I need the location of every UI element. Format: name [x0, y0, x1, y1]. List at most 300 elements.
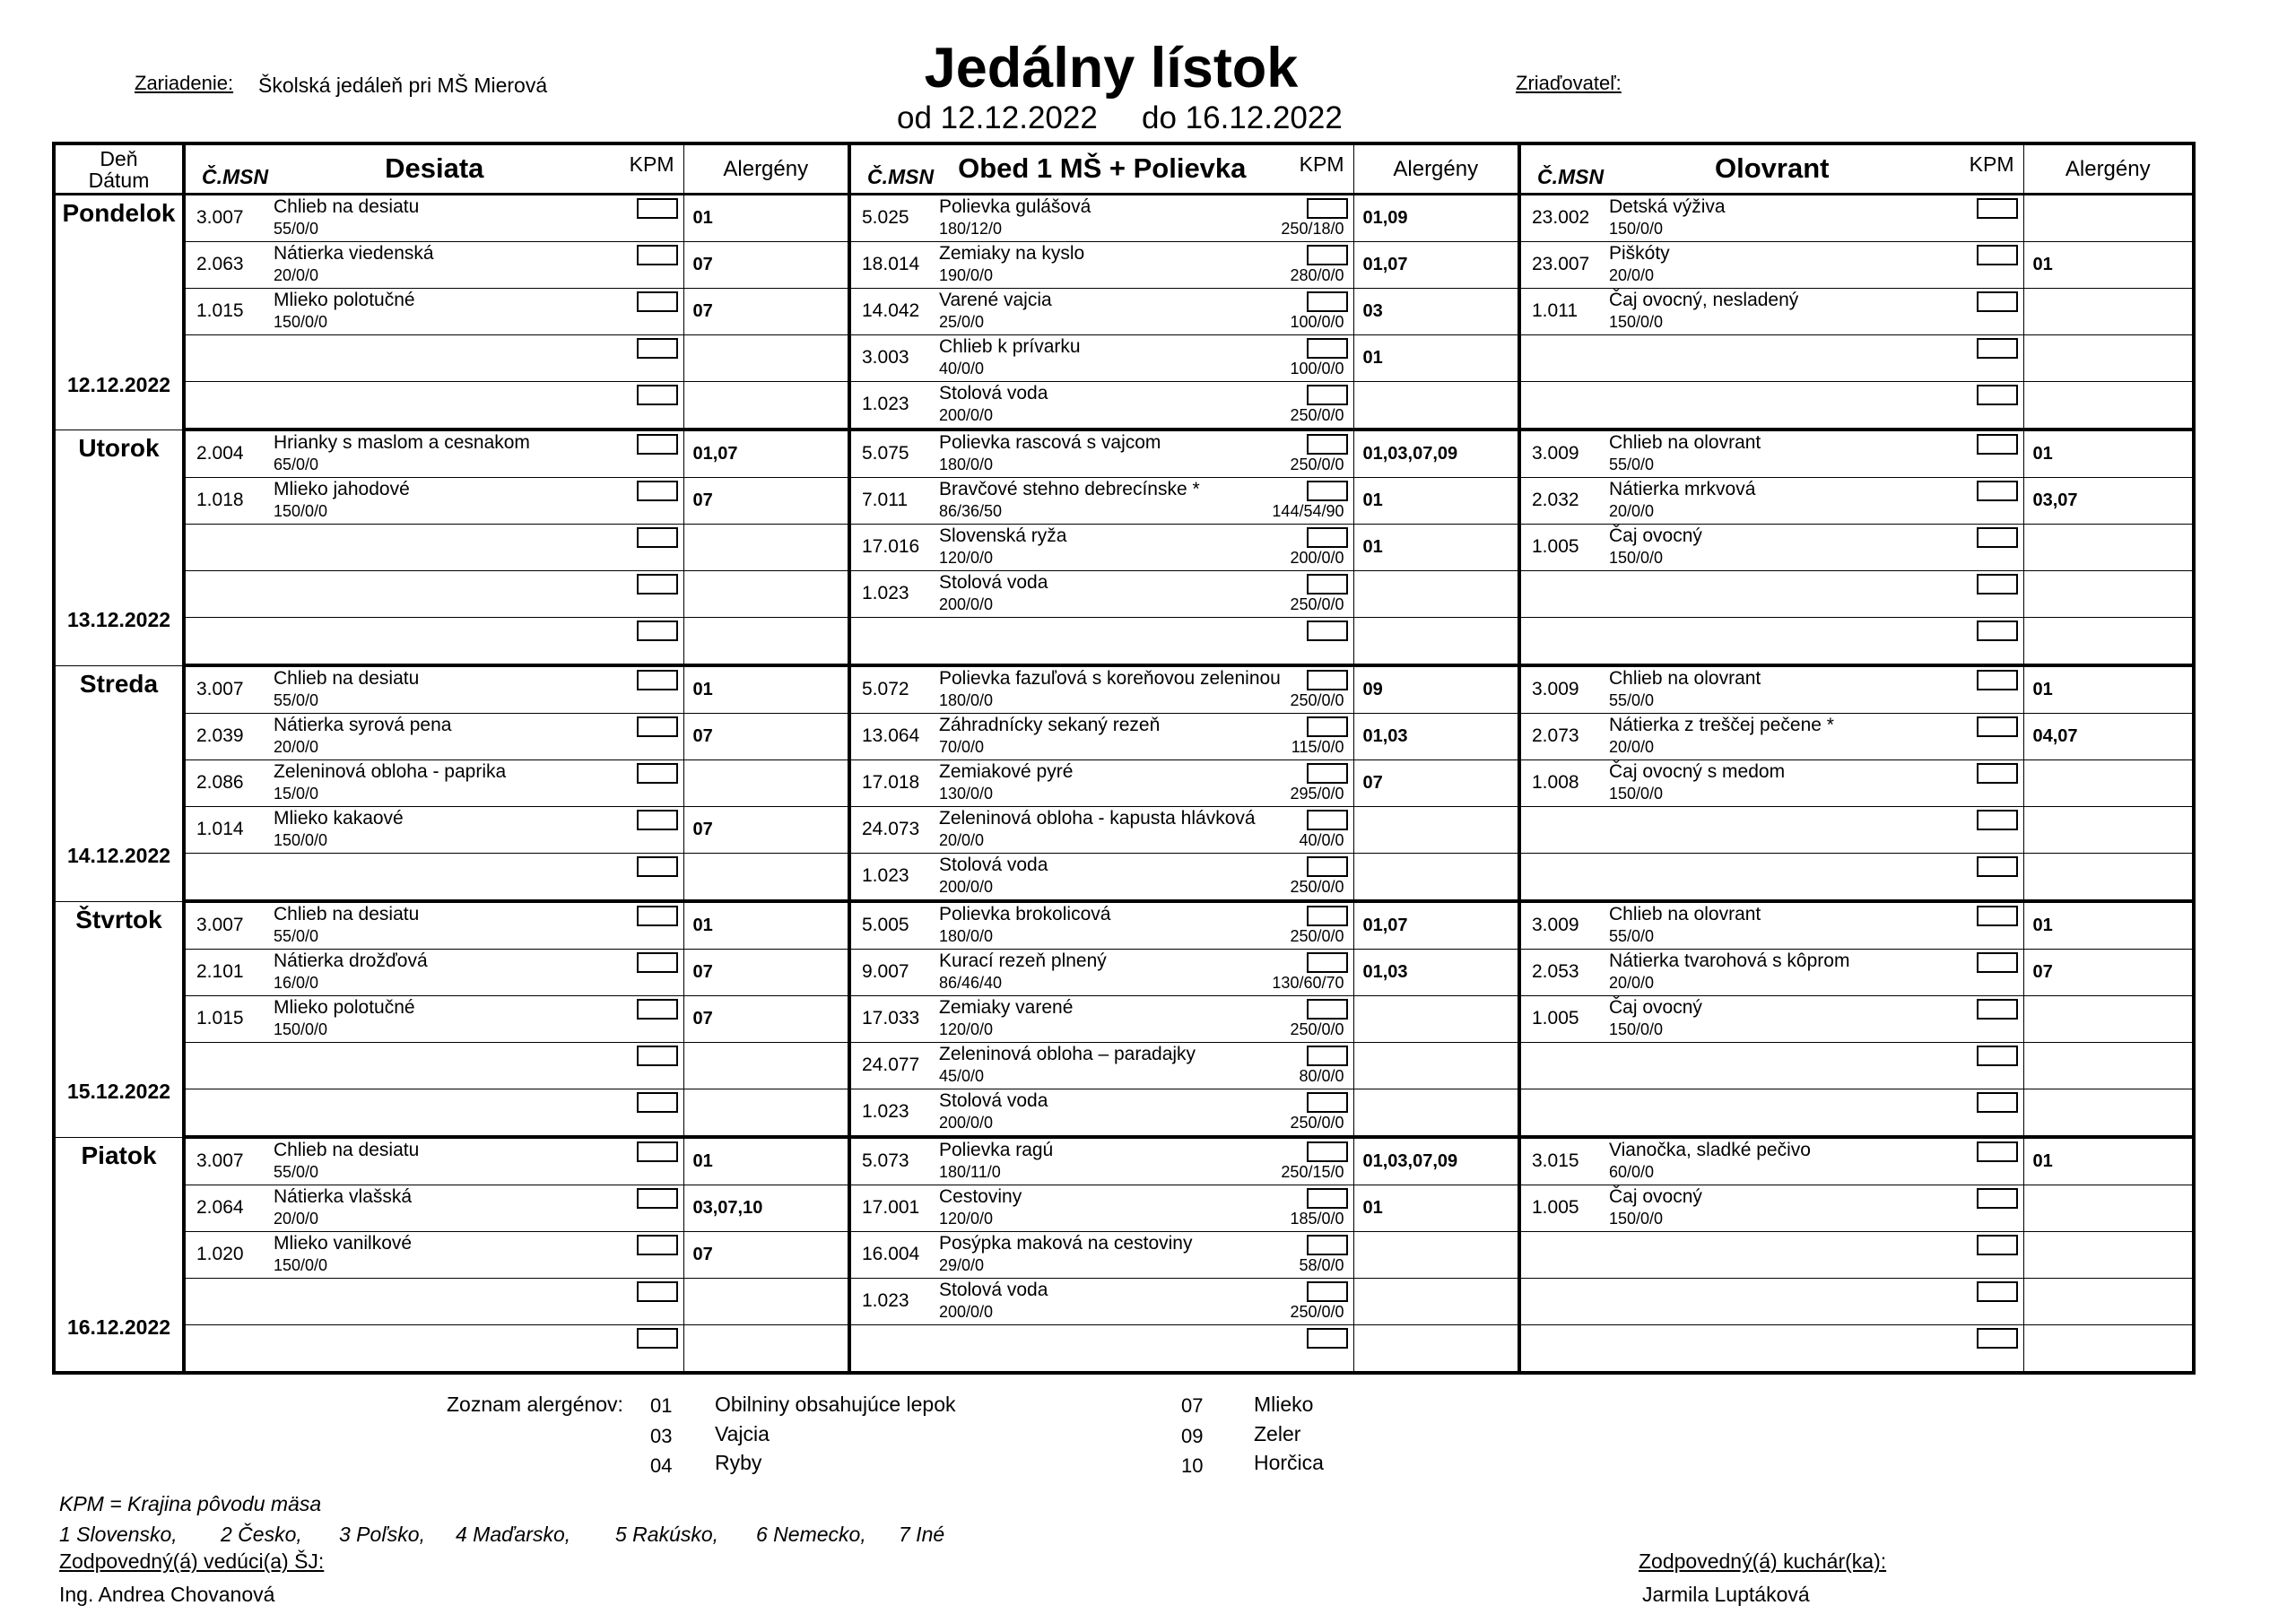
msn-code: 1.020 [196, 1244, 244, 1264]
portion: 120/0/0 [939, 549, 994, 567]
lunch-allergens [1353, 571, 1519, 618]
snack-item-cell [184, 618, 683, 666]
period-to: do 16.12.2022 [1142, 100, 1343, 135]
menu-row [54, 854, 2194, 902]
snack-allergens: 07 [683, 242, 849, 289]
day-date: 13.12.2022 [66, 607, 171, 631]
kpm-checkbox[interactable] [637, 1281, 678, 1302]
day-name: Utorok [78, 433, 160, 462]
lunch-allergens [1353, 996, 1519, 1043]
allergen-name: Mlieko [1254, 1393, 1314, 1416]
portion: 150/0/0 [1609, 313, 1664, 331]
afternoon-allergens [2023, 525, 2194, 571]
snack-item-cell [184, 1043, 683, 1089]
kpm-checkbox[interactable] [637, 716, 678, 737]
kpm-checkbox[interactable] [1977, 763, 2018, 784]
allergen-code: 07 [1181, 1394, 1204, 1417]
snack-item-cell [184, 901, 683, 950]
portion: 150/0/0 [1609, 220, 1664, 238]
msn-code: 1.015 [196, 300, 244, 321]
dish-name: Zemiakové pyré [939, 761, 1074, 782]
msn-code: 1.023 [862, 865, 909, 886]
menu-row [54, 1185, 2194, 1232]
allergen-name: Zeler [1254, 1422, 1301, 1445]
kpm-checkbox[interactable] [1977, 1141, 2018, 1162]
menu-row [54, 1089, 2194, 1138]
kpm-checkbox[interactable] [1977, 338, 2018, 359]
snack-item-cell [184, 1325, 683, 1374]
lunch-item-cell [849, 1043, 1353, 1089]
kpm-checkbox[interactable] [1977, 1188, 2018, 1209]
afternoon-title: Olovrant [1715, 152, 1830, 184]
kpm-country: 1 Slovensko, [59, 1523, 178, 1546]
msn-code: 16.004 [862, 1244, 920, 1264]
lunch-item-cell [849, 242, 1353, 289]
afternoon-item-cell [1519, 382, 2023, 430]
dish-name: Nátierka viedenská [274, 243, 434, 264]
lunch-allergens: 01,03 [1353, 950, 1519, 996]
dish-name: Polievka gulášová [939, 196, 1091, 217]
cmsn-header: Č.MSN [1537, 165, 1605, 188]
period-from: od 12.12.2022 [897, 100, 1098, 135]
afternoon-item-cell [1519, 430, 2023, 478]
snack-allergens [683, 854, 849, 902]
portion: 55/0/0 [274, 691, 319, 709]
snack-allergens: 01,07 [683, 430, 849, 478]
snack-allergens: 01 [683, 1137, 849, 1185]
kpm-checkbox[interactable] [1977, 245, 2018, 265]
menu-row [54, 714, 2194, 760]
lunch-item-cell [849, 525, 1353, 571]
msn-code: 17.033 [862, 1008, 920, 1028]
portion: 55/0/0 [1609, 691, 1655, 709]
lunch-allergens: 03 [1353, 289, 1519, 335]
kpm-checkbox[interactable] [1977, 999, 2018, 1020]
portion: 150/0/0 [274, 1020, 328, 1038]
afternoon-column-header [1519, 143, 2023, 195]
msn-code: 5.075 [862, 443, 909, 464]
kpm-checkbox[interactable] [637, 1235, 678, 1255]
kpm-checkbox[interactable] [1977, 621, 2018, 641]
lunch-allergens: 01,07 [1353, 901, 1519, 950]
portion-large: 80/0/0 [1299, 1067, 1344, 1085]
portion: 200/0/0 [939, 1303, 994, 1321]
kpm-checkbox[interactable] [1977, 385, 2018, 405]
kpm-checkbox[interactable] [637, 1188, 678, 1209]
day-date: 15.12.2022 [66, 1079, 171, 1103]
snack-allergens [683, 335, 849, 382]
day-date: 16.12.2022 [66, 1315, 171, 1339]
kpm-checkbox[interactable] [1307, 385, 1348, 405]
snack-item-cell [184, 382, 683, 430]
kpm-checkbox[interactable] [1307, 716, 1348, 737]
portion: 180/12/0 [939, 220, 1003, 238]
lunch-item-cell [849, 665, 1353, 714]
snack-item-cell [184, 760, 683, 807]
kpm-checkbox[interactable] [1307, 952, 1348, 973]
snack-title: Desiata [385, 152, 484, 184]
portion-large: 100/0/0 [1290, 313, 1344, 331]
founder-label: Zriaďovateľ: [1516, 72, 1622, 94]
lunch-allergens: 01 [1353, 525, 1519, 571]
portion-large: 250/0/0 [1290, 595, 1344, 613]
lunch-item-cell [849, 335, 1353, 382]
portion-large: 295/0/0 [1290, 785, 1344, 803]
kpm-checkbox[interactable] [1977, 952, 2018, 973]
snack-allergens-header: Alergény [683, 143, 849, 195]
dish-name: Stolová voda [939, 383, 1048, 404]
dish-name: Čaj ovocný s medom [1609, 761, 1786, 782]
kpm-checkbox[interactable] [1977, 1281, 2018, 1302]
msn-code: 1.005 [1532, 536, 1579, 557]
lunch-allergens [1353, 382, 1519, 430]
kpm-checkbox[interactable] [637, 763, 678, 784]
kpm-checkbox[interactable] [637, 906, 678, 926]
kpm-checkbox[interactable] [1977, 1235, 2018, 1255]
kpm-checkbox[interactable] [637, 856, 678, 877]
kpm-checkbox[interactable] [637, 481, 678, 501]
snack-item-cell [184, 1089, 683, 1138]
portion: 150/0/0 [274, 502, 328, 520]
lunch-allergens [1353, 807, 1519, 854]
snack-item-cell [184, 665, 683, 714]
kpm-checkbox[interactable] [1307, 1328, 1348, 1349]
kpm-checkbox[interactable] [637, 1141, 678, 1162]
menu-row [54, 1232, 2194, 1279]
snack-item-cell [184, 571, 683, 618]
kpm-checkbox[interactable] [1307, 1188, 1348, 1209]
day-cell [54, 901, 184, 1137]
kpm-checkbox[interactable] [637, 670, 678, 690]
lunch-item-cell [849, 854, 1353, 902]
menu-row [54, 996, 2194, 1043]
dish-name: Chlieb na desiatu [274, 196, 420, 217]
portion: 120/0/0 [939, 1020, 994, 1038]
kpm-checkbox[interactable] [1307, 198, 1348, 219]
page-title: Jedálny lístok [924, 37, 1299, 100]
msn-code: 13.064 [862, 725, 920, 746]
allergen-code: 01 [650, 1394, 673, 1417]
kpm-checkbox[interactable] [1977, 1046, 2018, 1066]
afternoon-item-cell [1519, 950, 2023, 996]
portion-large: 250/0/0 [1290, 691, 1344, 709]
snack-allergens [683, 1279, 849, 1325]
portion: 200/0/0 [939, 878, 994, 896]
kpm-checkbox[interactable] [1307, 670, 1348, 690]
kpm-checkbox[interactable] [1977, 527, 2018, 548]
kpm-checkbox[interactable] [637, 198, 678, 219]
menu-row [54, 665, 2194, 714]
menu-row [54, 1325, 2194, 1374]
kpm-checkbox[interactable] [1307, 1092, 1348, 1113]
afternoon-allergens [2023, 571, 2194, 618]
afternoon-item-cell [1519, 1279, 2023, 1325]
snack-item-cell [184, 807, 683, 854]
msn-code: 17.018 [862, 772, 920, 793]
kpm-checkbox[interactable] [1977, 574, 2018, 595]
day-cell [54, 665, 184, 901]
msn-code: 2.073 [1532, 725, 1579, 746]
afternoon-allergens [2023, 1089, 2194, 1138]
snack-allergens: 03,07,10 [683, 1185, 849, 1232]
kpm-checkbox[interactable] [1307, 999, 1348, 1020]
dish-name: Zemiaky varené [939, 997, 1074, 1018]
kpm-checkbox[interactable] [1977, 810, 2018, 830]
portion: 40/0/0 [939, 360, 985, 378]
kpm-checkbox[interactable] [637, 291, 678, 312]
portion: 55/0/0 [274, 927, 319, 945]
kpm-checkbox[interactable] [1307, 1046, 1348, 1066]
kpm-checkbox[interactable] [1977, 198, 2018, 219]
afternoon-item-cell [1519, 242, 2023, 289]
kpm-checkbox[interactable] [637, 621, 678, 641]
snack-allergens: 07 [683, 807, 849, 854]
kpm-country: 2 Česko, [221, 1523, 302, 1546]
portion: 130/0/0 [939, 785, 994, 803]
day-cell [54, 1137, 184, 1373]
portion-large: 130/60/70 [1272, 974, 1344, 992]
day-cell [54, 195, 184, 430]
msn-code: 5.073 [862, 1150, 909, 1171]
afternoon-item-cell [1519, 1137, 2023, 1185]
snack-allergens [683, 618, 849, 666]
kpm-checkbox[interactable] [1307, 338, 1348, 359]
kpm-checkbox[interactable] [1977, 670, 2018, 690]
snack-allergens [683, 1089, 849, 1138]
snack-allergens: 01 [683, 195, 849, 242]
lunch-item-cell [849, 1137, 1353, 1185]
dish-name: Detská výživa [1609, 196, 1726, 217]
menu-row [54, 1279, 2194, 1325]
dish-name: Nátierka drožďová [274, 950, 428, 971]
menu-row [54, 1043, 2194, 1089]
dish-name: Zeleninová obloha - kapusta hlávková [939, 808, 1256, 829]
lunch-item-cell [849, 195, 1353, 242]
kpm-checkbox[interactable] [1307, 481, 1348, 501]
lunch-allergens [1353, 1279, 1519, 1325]
msn-code: 1.023 [862, 1101, 909, 1122]
afternoon-allergens: 07 [2023, 950, 2194, 996]
menu-row [54, 760, 2194, 807]
portion-large: 250/0/0 [1290, 1020, 1344, 1038]
lunch-item-cell [849, 1185, 1353, 1232]
msn-code: 2.032 [1532, 490, 1579, 510]
afternoon-item-cell [1519, 525, 2023, 571]
snack-allergens: 07 [683, 714, 849, 760]
msn-code: 3.007 [196, 207, 244, 228]
afternoon-item-cell [1519, 289, 2023, 335]
dish-name: Mlieko polotučné [274, 997, 415, 1018]
kpm-checkbox[interactable] [637, 338, 678, 359]
afternoon-item-cell [1519, 807, 2023, 854]
snack-item-cell [184, 289, 683, 335]
portion: 16/0/0 [274, 974, 319, 992]
msn-code: 1.005 [1532, 1008, 1579, 1028]
dish-name: Chlieb na desiatu [274, 904, 420, 924]
kpm-checkbox[interactable] [637, 434, 678, 455]
afternoon-allergens: 01 [2023, 1137, 2194, 1185]
portion: 20/0/0 [1609, 738, 1655, 756]
lunch-allergens: 09 [1353, 665, 1519, 714]
portion: 180/11/0 [939, 1163, 1001, 1181]
kpm-checkbox[interactable] [1977, 906, 2018, 926]
kpm-checkbox[interactable] [1307, 906, 1348, 926]
afternoon-item-cell [1519, 478, 2023, 525]
afternoon-item-cell [1519, 854, 2023, 902]
msn-code: 3.007 [196, 679, 244, 699]
msn-code: 2.086 [196, 772, 244, 793]
cmsn-header: Č.MSN [202, 165, 269, 188]
kpm-checkbox[interactable] [637, 1328, 678, 1349]
kpm-checkbox[interactable] [1977, 434, 2018, 455]
lunch-column-header [849, 143, 1353, 195]
portion-large: 100/0/0 [1290, 360, 1344, 378]
snack-allergens [683, 760, 849, 807]
kpm-checkbox[interactable] [1307, 856, 1348, 877]
dish-name: Zeleninová obloha – paradajky [939, 1044, 1196, 1064]
kpm-checkbox[interactable] [637, 952, 678, 973]
kpm-checkbox[interactable] [637, 810, 678, 830]
lunch-item-cell [849, 430, 1353, 478]
kpm-checkbox[interactable] [637, 1092, 678, 1113]
header-row [54, 143, 2194, 195]
kpm-checkbox[interactable] [1307, 434, 1348, 455]
afternoon-item-cell [1519, 1043, 2023, 1089]
afternoon-item-cell [1519, 1232, 2023, 1279]
portion-large: 250/0/0 [1290, 927, 1344, 945]
facility-name: Školská jedáleň pri MŠ Mierová [258, 74, 548, 97]
snack-item-cell [184, 950, 683, 996]
kpm-header: KPM [1969, 152, 2014, 176]
lunch-allergens: 01,03,07,09 [1353, 1137, 1519, 1185]
kpm-checkbox[interactable] [1307, 245, 1348, 265]
kpm-country: 7 Iné [899, 1523, 945, 1546]
portion: 20/0/0 [274, 1210, 319, 1228]
snack-item-cell [184, 854, 683, 902]
kpm-checkbox[interactable] [1307, 1281, 1348, 1302]
afternoon-item-cell [1519, 1089, 2023, 1138]
msn-code: 5.025 [862, 207, 909, 228]
portion: 200/0/0 [939, 1114, 994, 1132]
dish-name: Mlieko vanilkové [274, 1233, 413, 1254]
kpm-checkbox[interactable] [1977, 856, 2018, 877]
afternoon-allergens [2023, 996, 2194, 1043]
snack-item-cell [184, 525, 683, 571]
kpm-checkbox[interactable] [637, 385, 678, 405]
afternoon-item-cell [1519, 714, 2023, 760]
afternoon-allergens [2023, 289, 2194, 335]
portion-large: 144/54/90 [1272, 502, 1344, 520]
msn-code: 1.015 [196, 1008, 244, 1028]
lunch-allergens [1353, 1089, 1519, 1138]
menu-body [54, 195, 2194, 1374]
afternoon-allergens [2023, 618, 2194, 666]
menu-table [52, 142, 2196, 1375]
day-column-header [54, 143, 184, 195]
lunch-allergens: 01 [1353, 335, 1519, 382]
msn-code: 1.011 [1532, 300, 1578, 321]
kpm-header: KPM [1299, 152, 1344, 176]
dish-name: Mlieko jahodové [274, 479, 410, 499]
kpm-checkbox[interactable] [1977, 481, 2018, 501]
kpm-checkbox[interactable] [1307, 527, 1348, 548]
day-date: 14.12.2022 [66, 843, 171, 867]
snack-allergens [683, 571, 849, 618]
allergen-code: 10 [1181, 1454, 1204, 1477]
dish-name: Posýpka maková na cestoviny [939, 1233, 1193, 1254]
manager-name: Ing. Andrea Chovanová [59, 1583, 275, 1606]
dish-name: Stolová voda [939, 1280, 1048, 1300]
msn-code: 1.005 [1532, 1197, 1579, 1218]
kpm-checkbox[interactable] [1307, 763, 1348, 784]
dish-name: Polievka rascová s vajcom [939, 432, 1161, 453]
afternoon-allergens: 01 [2023, 901, 2194, 950]
lunch-allergens: 07 [1353, 760, 1519, 807]
dish-name: Varené vajcia [939, 290, 1052, 310]
portion: 70/0/0 [939, 738, 985, 756]
msn-code: 1.008 [1532, 772, 1579, 793]
lunch-allergens: 01,03,07,09 [1353, 430, 1519, 478]
afternoon-allergens-header: Alergény [2023, 143, 2194, 195]
kpm-checkbox[interactable] [1307, 574, 1348, 595]
menu-row [54, 1137, 2194, 1185]
snack-allergens [683, 382, 849, 430]
lunch-allergens [1353, 1325, 1519, 1374]
kpm-checkbox[interactable] [637, 999, 678, 1020]
portion: 60/0/0 [1609, 1163, 1655, 1181]
dish-name: Chlieb na olovrant [1609, 668, 1761, 689]
portion: 20/0/0 [1609, 502, 1655, 520]
lunch-allergens [1353, 618, 1519, 666]
msn-code: 3.007 [196, 915, 244, 935]
snack-item-cell [184, 195, 683, 242]
afternoon-allergens: 01 [2023, 242, 2194, 289]
lunch-item-cell [849, 1089, 1353, 1138]
kpm-checkbox[interactable] [1977, 1092, 2018, 1113]
msn-code: 1.023 [862, 583, 909, 603]
afternoon-allergens [2023, 195, 2194, 242]
portion: 190/0/0 [939, 266, 994, 284]
kpm-checkbox[interactable] [1977, 716, 2018, 737]
kpm-checkbox[interactable] [1307, 1235, 1348, 1255]
kpm-checkbox[interactable] [1307, 621, 1348, 641]
dish-name: Polievka brokolicová [939, 904, 1111, 924]
kpm-checkbox[interactable] [1307, 1141, 1348, 1162]
kpm-checkbox[interactable] [1977, 1328, 2018, 1349]
snack-allergens [683, 1043, 849, 1089]
snack-item-cell [184, 1137, 683, 1185]
kpm-checkbox[interactable] [637, 1046, 678, 1066]
allergen-name: Vajcia [715, 1422, 770, 1445]
kpm-checkbox[interactable] [1307, 810, 1348, 830]
menu-row [54, 901, 2194, 950]
kpm-checkbox[interactable] [1307, 291, 1348, 312]
msn-code: 2.039 [196, 725, 244, 746]
dish-name: Polievka ragú [939, 1140, 1054, 1160]
kpm-checkbox[interactable] [637, 527, 678, 548]
kpm-checkbox[interactable] [1977, 291, 2018, 312]
day-header-line2: Dátum [88, 168, 150, 192]
portion: 150/0/0 [1609, 1210, 1664, 1228]
kpm-checkbox[interactable] [637, 574, 678, 595]
kpm-checkbox[interactable] [637, 245, 678, 265]
lunch-item-cell [849, 618, 1353, 666]
afternoon-item-cell [1519, 195, 2023, 242]
portion: 15/0/0 [274, 785, 319, 803]
snack-item-cell [184, 242, 683, 289]
dish-name: Slovenská ryža [939, 525, 1067, 546]
dish-name: Mlieko polotučné [274, 290, 415, 310]
